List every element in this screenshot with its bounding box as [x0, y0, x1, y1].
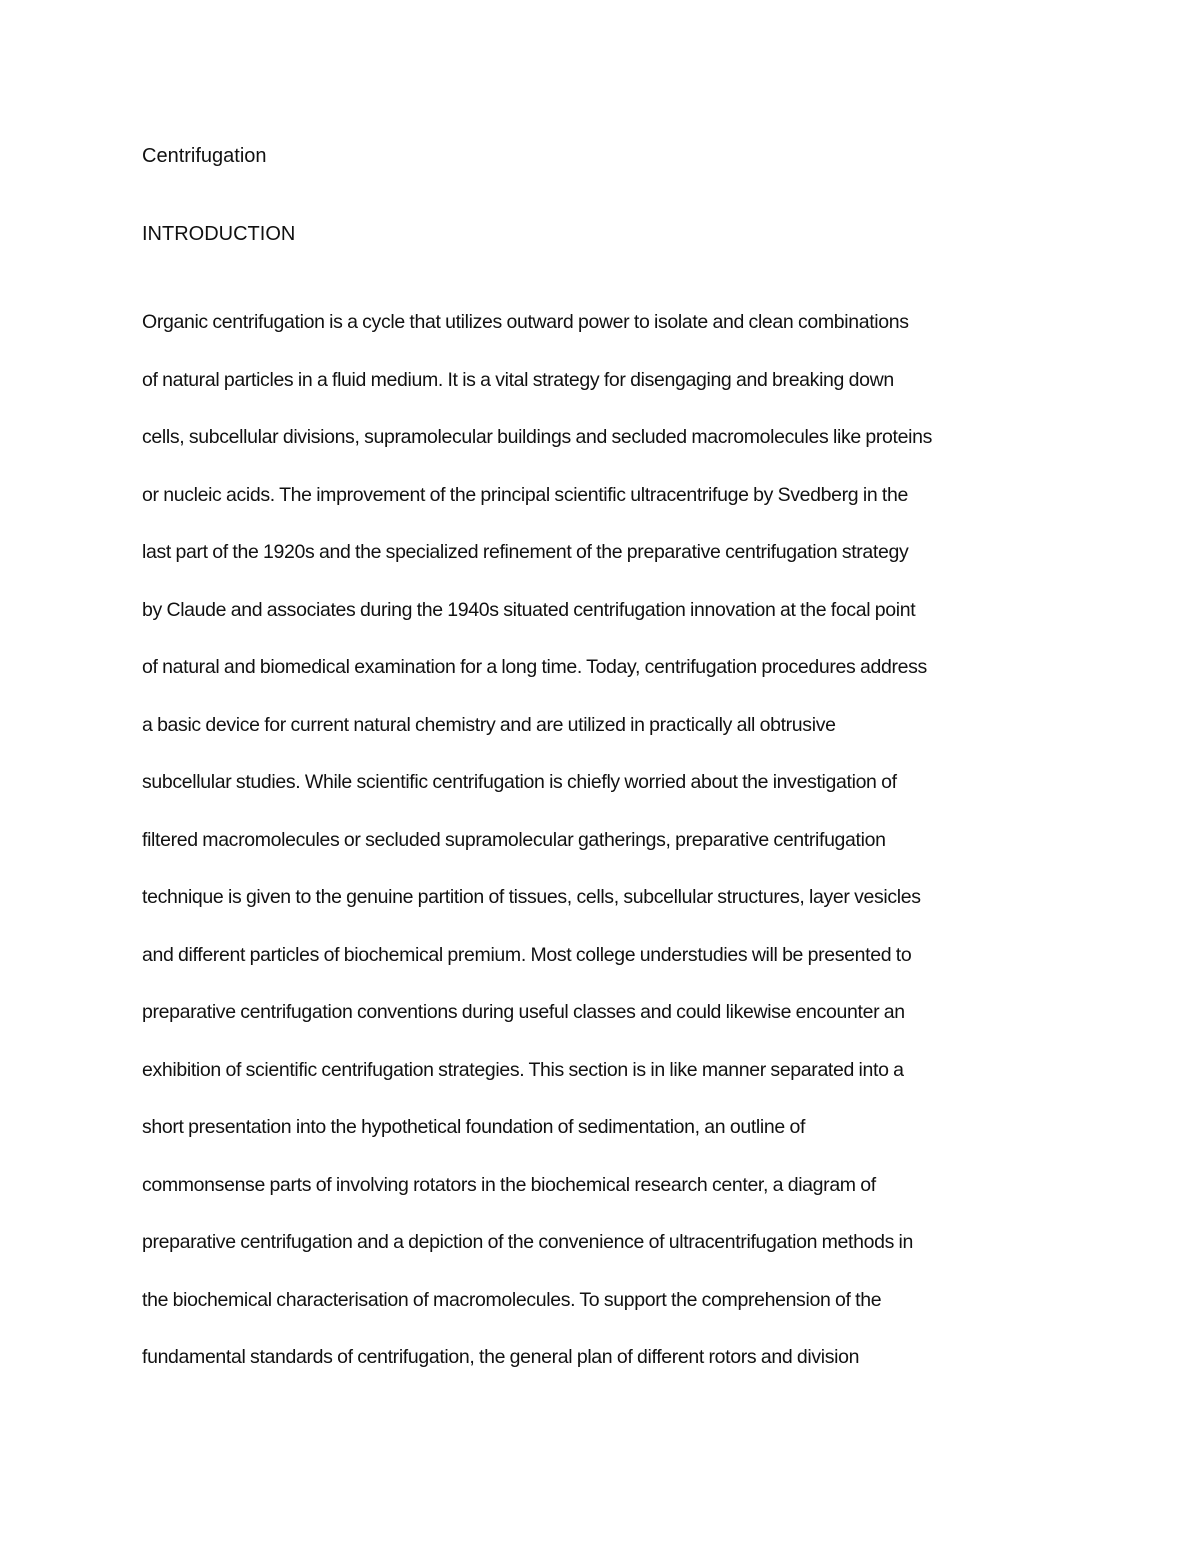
body-line: subcellular studies. While scientific centrifugation is chiefly worried about the investigation of — [142, 771, 897, 793]
body-line: the biochemical characterisation of macromolecules. To support the comprehension of the — [142, 1288, 882, 1311]
body-line: or nucleic acids. The improvement of the principal scientific ultracentrifuge by Svedberg in the — [142, 483, 908, 506]
body-paragraph — [142, 294, 1082, 1387]
section-heading-introduction: INTRODUCTION — [142, 223, 296, 245]
body-line: technique is given to the genuine partition of tissues, cells, subcellular structures, layer vesicles — [142, 886, 921, 908]
body-line: filtered macromolecules or secluded supramolecular gatherings, preparative centrifugation — [142, 828, 886, 851]
body-line: fundamental standards of centrifugation, the general plan of different rotors and division — [142, 1346, 860, 1368]
body-line: commonsense parts of involving rotators in the biochemical research center, a diagram of — [142, 1173, 876, 1196]
body-line: a basic device for current natural chemistry and are utilized in practically all obtrusive — [142, 713, 836, 736]
body-line: cells, subcellular divisions, supramolecular buildings and secluded macromolecules like proteins — [142, 426, 932, 448]
body-line: exhibition of scientific centrifugation strategies. This section is in like manner separated into a — [142, 1058, 904, 1081]
body-line: and different particles of biochemical premium. Most college understudies will be presented to — [142, 943, 912, 966]
body-line: preparative centrifugation and a depiction of the convenience of ultracentrifugation methods in — [142, 1231, 914, 1253]
body-line: of natural particles in a fluid medium. It is a vital strategy for disengaging and breaking down — [142, 368, 894, 391]
body-line: of natural and biomedical examination for a long time. Today, centrifugation procedures address — [142, 656, 927, 678]
body-line: by Claude and associates during the 1940s situated centrifugation innovation at the focal point — [142, 598, 916, 621]
body-line: Organic centrifugation is a cycle that utilizes outward power to isolate and clean combinations — [142, 311, 909, 333]
document-content — [142, 140, 1082, 1387]
body-line: last part of the 1920s and the specialized refinement of the preparative centrifugation strategy — [142, 541, 909, 563]
body-line: short presentation into the hypothetical foundation of sedimentation, an outline of — [142, 1116, 806, 1138]
document-title: Centrifugation — [142, 145, 267, 167]
body-line: preparative centrifugation conventions during useful classes and could likewise encounter an — [142, 1001, 905, 1023]
